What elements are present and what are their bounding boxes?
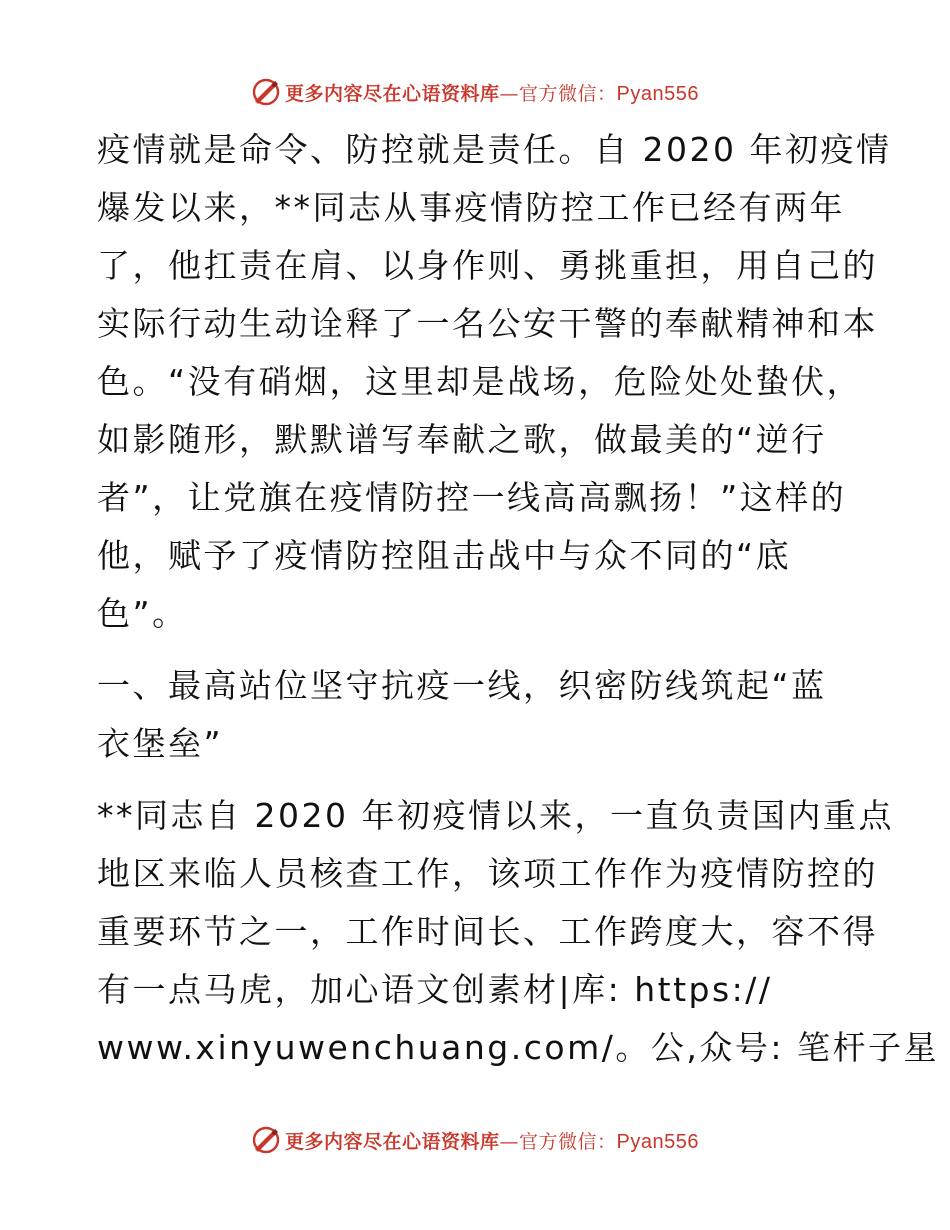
text-line: 有一点马虎，加心语文创素材|库: https:// [97, 970, 773, 1009]
text-line: www.xinyuwenchuang.com/。公,众号: 笔杆子星 [97, 1028, 939, 1067]
text-line: 色。“没有硝烟，这里却是战场，危险处处蛰伏， [97, 362, 863, 401]
text-line: 了，他扛责在肩、以身作则、勇挑重担，用自己的 [97, 246, 878, 285]
text-line: 一、最高站位坚守抗疫一线，织密防线筑起“蓝 [97, 666, 827, 705]
text-line: 爆发以来，**同志从事疫情防控工作已经有两年 [97, 188, 845, 227]
text-line: 疫情就是命令、防控就是责任。自 2020 年初疫情 [97, 130, 892, 169]
pen-logo-icon [251, 77, 281, 107]
text-line: 他，赋予了疫情防控阻击战中与众不同的“底 [97, 536, 792, 575]
banner-text [285, 79, 699, 106]
banner-inner [251, 1125, 699, 1155]
banner-separator: — [499, 1130, 520, 1153]
text-line: 地区来临人员核查工作，该项工作作为疫情防控的 [97, 854, 878, 893]
banner-text [285, 1127, 699, 1154]
header-banner [0, 72, 950, 112]
banner-wechat-label: 官方微信： [519, 1130, 617, 1153]
pen-logo-icon [251, 1125, 281, 1155]
text-line: 实际行动生动诠释了一名公安干警的奉献精神和本 [97, 304, 878, 343]
banner-site-text: 更多内容尽在心语资料库 [285, 1130, 500, 1153]
text-line: 重要环节之一，工作时间长、工作跨度大，容不得 [97, 912, 878, 951]
text-line: **同志自 2020 年初疫情以来，一直负责国内重点 [97, 796, 894, 835]
section-heading [97, 657, 857, 773]
document-body [97, 121, 939, 1077]
paragraph-intro [97, 121, 892, 643]
banner-site-text: 更多内容尽在心语资料库 [285, 82, 500, 105]
text-line: 衣堡垒” [97, 724, 224, 763]
text-line: 如影随形，默默谱写奉献之歌，做最美的“逆行 [97, 420, 827, 459]
banner-separator: — [499, 82, 520, 105]
banner-wechat-id: Pyan556 [616, 82, 699, 105]
footer-banner [0, 1120, 950, 1160]
paragraph-body [97, 787, 939, 1077]
banner-wechat-label: 官方微信： [519, 82, 617, 105]
text-line: 色”。 [97, 594, 188, 633]
banner-wechat-id: Pyan556 [616, 1130, 699, 1153]
banner-inner [251, 77, 699, 107]
text-line: 者”，让党旗在疫情防控一线高高飘扬！”这样的 [97, 478, 847, 517]
